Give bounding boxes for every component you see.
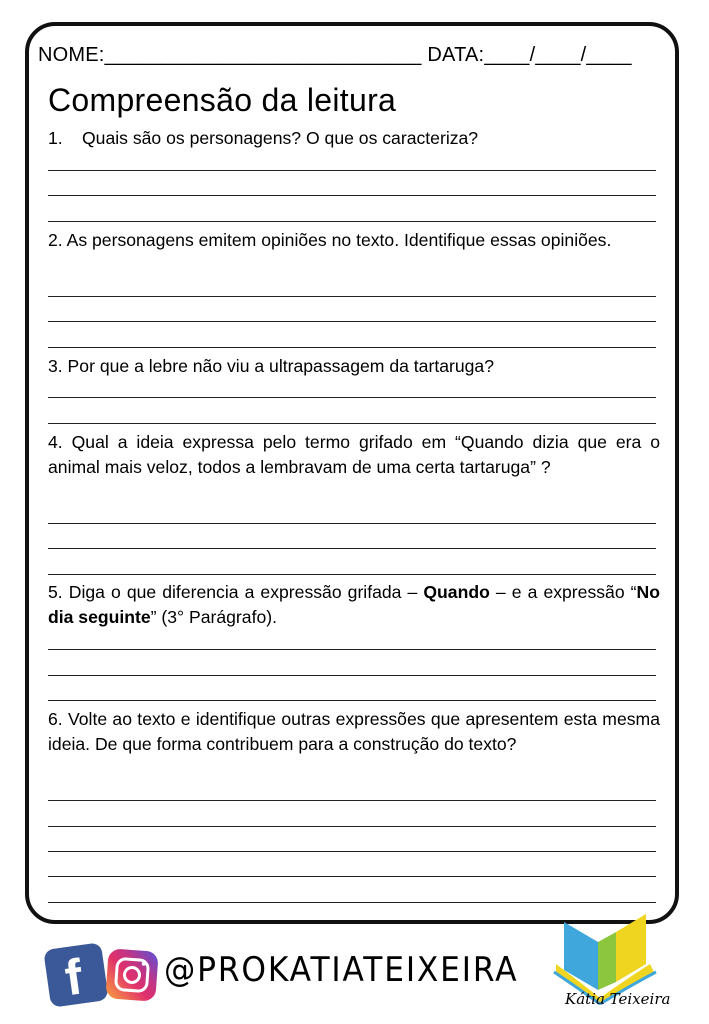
answer-line	[48, 423, 656, 424]
answer-line	[48, 296, 656, 297]
answer-line	[48, 523, 656, 524]
name-date-header	[38, 44, 632, 67]
question-3: 3. Por que a lebre não viu a ultrapassagem da tartaruga?	[48, 356, 494, 376]
question-5	[48, 580, 660, 630]
answer-line	[48, 826, 656, 827]
answer-line	[48, 574, 656, 575]
answer-line	[48, 675, 656, 676]
question-4: 4. Qual a ideia expressa pelo termo grifado em “Quando dizia que era o animal mais veloz, todos a lembravam de uma certa tartaruga” ?	[48, 432, 660, 477]
brand-name: Kátia Teixeira	[565, 990, 671, 1008]
answer-line	[48, 347, 656, 348]
answer-line	[48, 195, 656, 196]
question-6: 6. Volte ao texto e identifique outras expressões que apresentem esta mesma ideia. De que forma contribuem para a construção do texto?	[48, 709, 660, 754]
question-1-number: 1.	[48, 128, 63, 148]
instagram-icon	[105, 948, 158, 1001]
question-5-text-a: 5. Diga o que diferencia a expressão grifada –	[48, 582, 424, 602]
answer-line	[48, 170, 656, 171]
question-5-bold-quando: Quando	[423, 582, 490, 602]
answer-line	[48, 851, 656, 852]
nome-blank: ____________________________	[104, 44, 422, 66]
answer-line	[48, 800, 656, 801]
social-handle: @PROKATIATEIXEIRA	[164, 950, 519, 990]
question-1	[48, 126, 660, 151]
answer-line	[48, 548, 656, 549]
answer-line	[48, 700, 656, 701]
answer-line	[48, 397, 656, 398]
answer-line	[48, 221, 656, 222]
data-label: DATA:	[427, 44, 485, 66]
answer-line	[48, 876, 656, 877]
question-2: 2. As personagens emitem opiniões no texto. Identifique essas opiniões.	[48, 230, 612, 250]
answer-line	[48, 321, 656, 322]
answer-line	[48, 649, 656, 650]
question-5-text-c: ” (3° Parágrafo).	[150, 607, 277, 627]
question-1-text: Quais são os personagens? O que os caracteriza?	[82, 128, 479, 148]
nome-label: NOME:	[38, 44, 105, 66]
question-5-text-b: – e a expressão “	[489, 582, 637, 602]
answer-line	[48, 902, 656, 903]
question-5-bold-no-dia-seguinte: No dia seguinte	[48, 582, 660, 627]
facebook-icon: f	[43, 942, 109, 1008]
page-title: Compreensão da leitura	[48, 82, 397, 118]
data-blank: ____/____/____	[484, 44, 632, 66]
